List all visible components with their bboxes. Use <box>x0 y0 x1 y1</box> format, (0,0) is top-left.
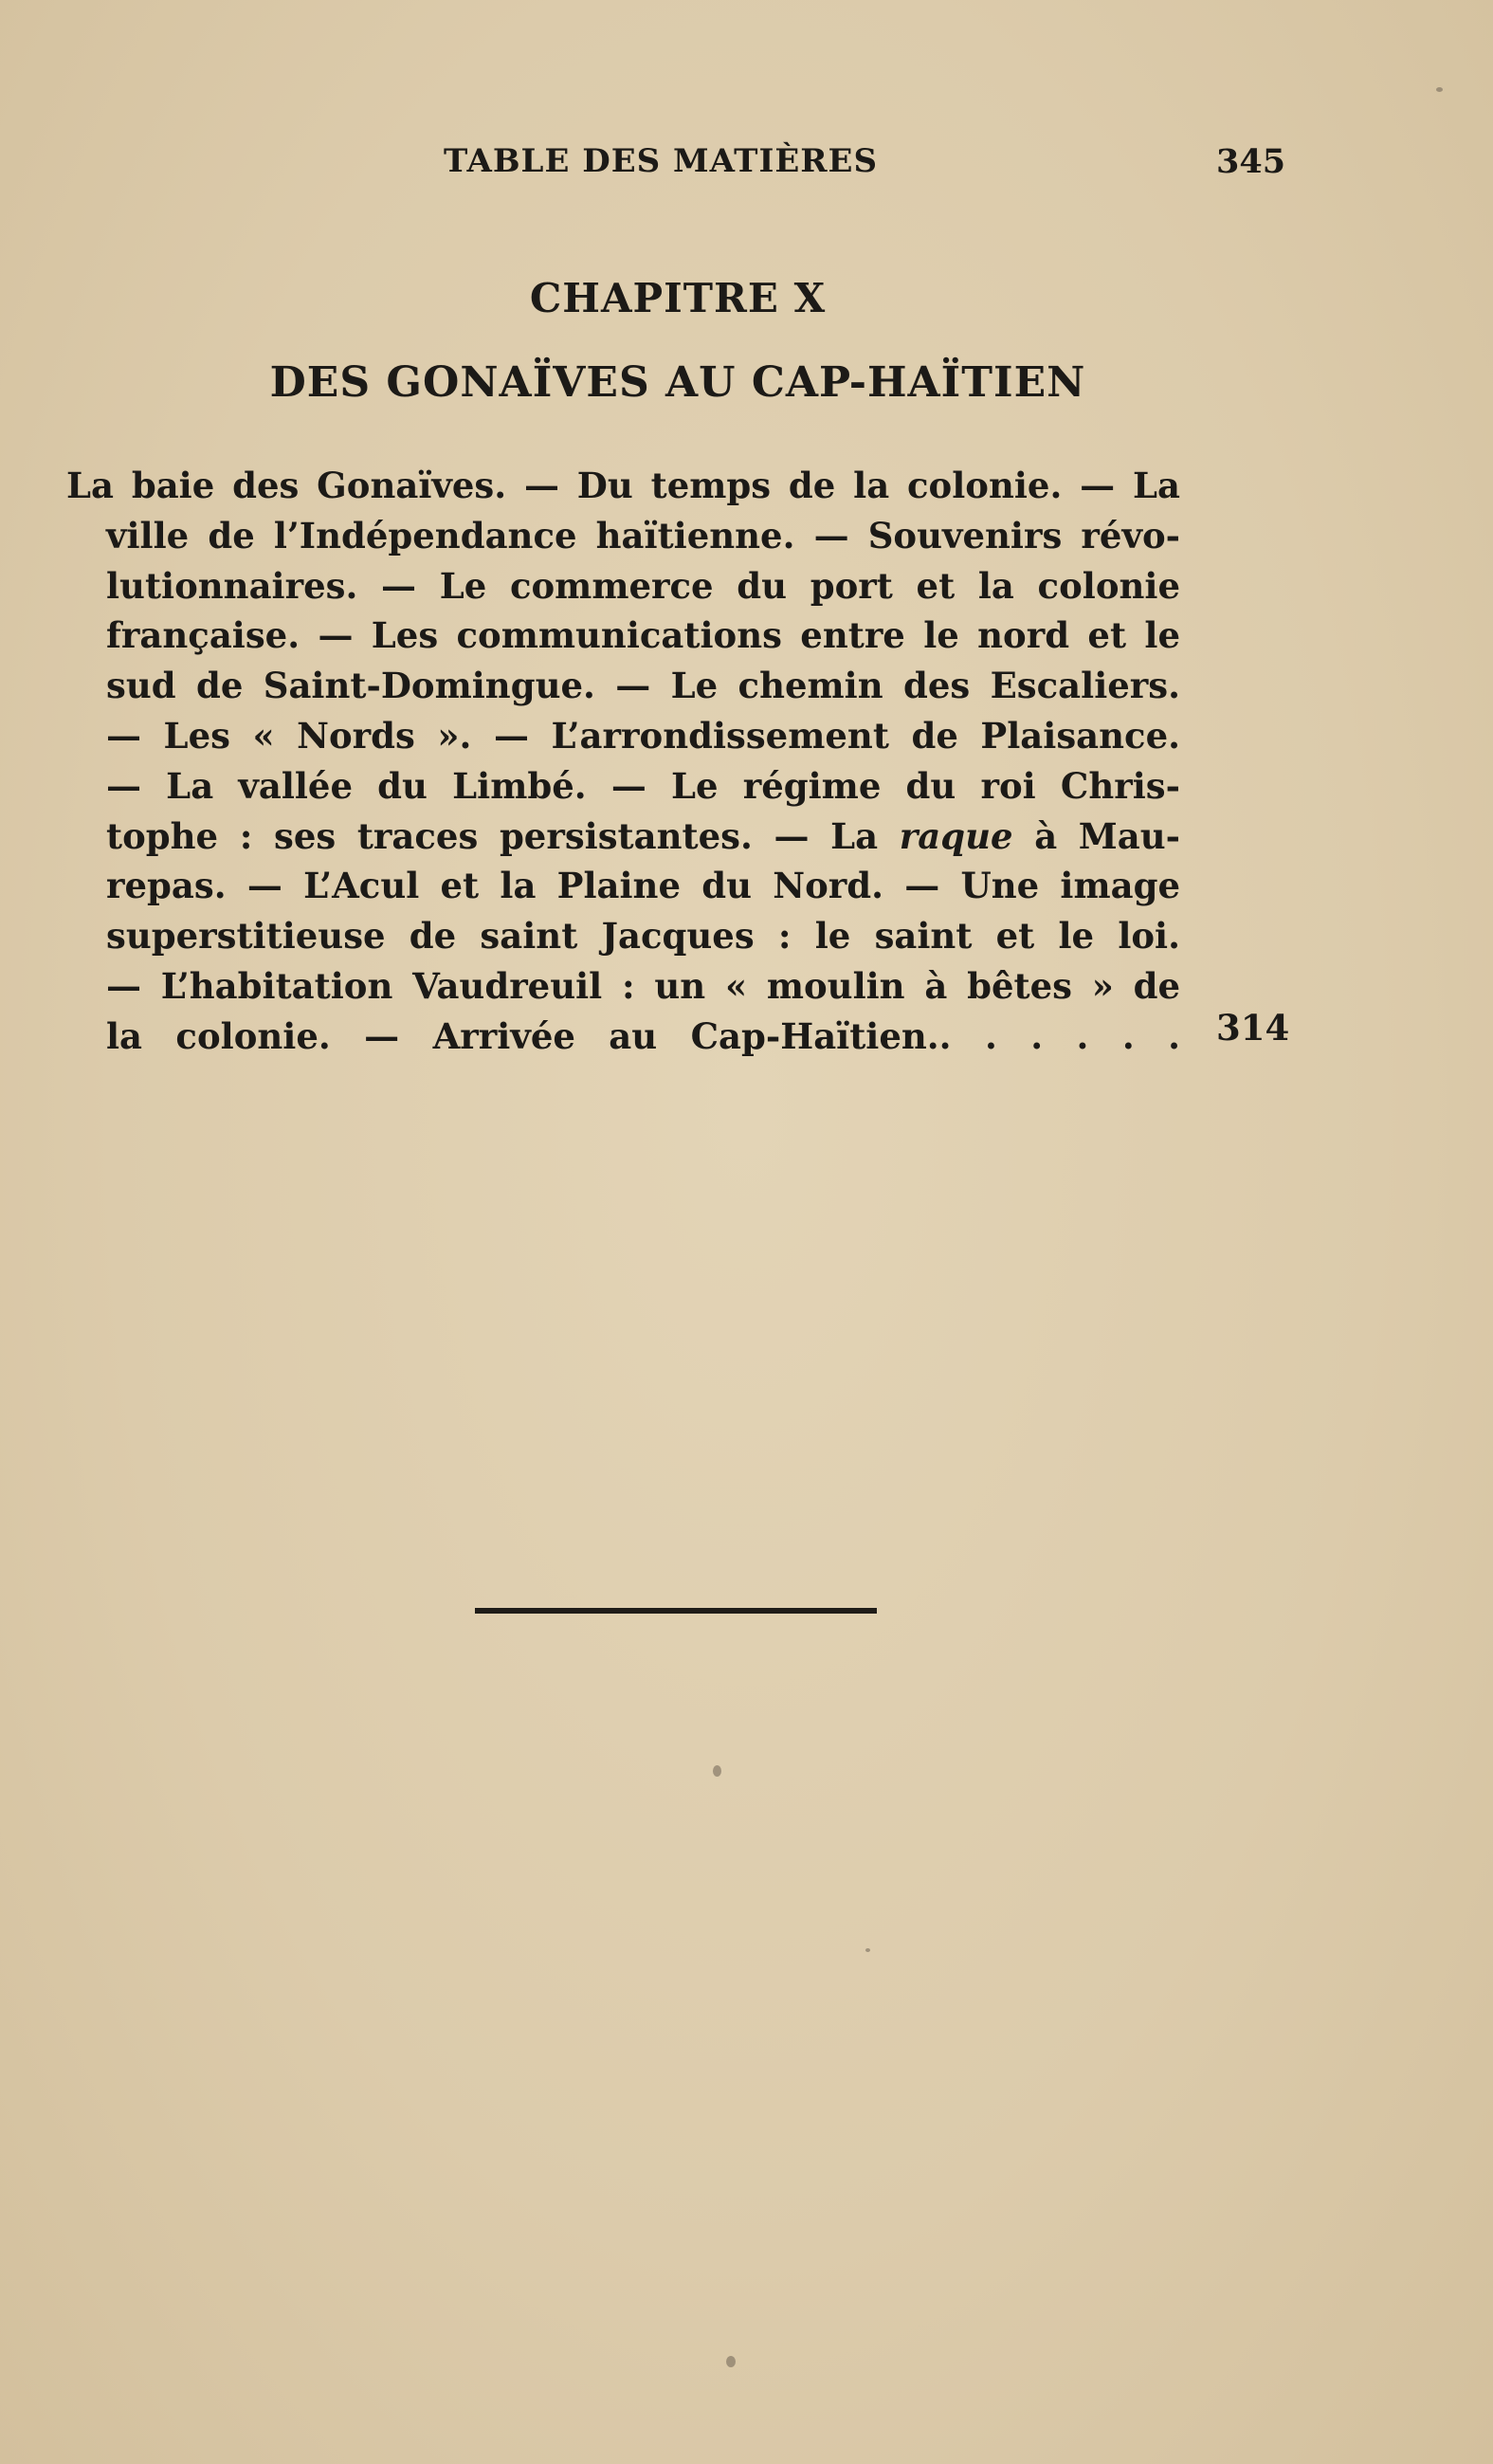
summary-line: La baie des Gonaïves. — Du temps de la colonie. — La <box>66 465 1180 506</box>
page-number: 345 <box>1216 142 1286 181</box>
summary-line: lutionnaires. — Le commerce du port et la colonie <box>106 564 1180 607</box>
end-rule <box>475 1608 877 1614</box>
summary-line <box>66 812 1180 862</box>
toc-page-reference: 314 <box>1216 1007 1290 1049</box>
summary-line: — La vallée du Limbé. — Le régime du roi Chris- <box>106 764 1180 807</box>
summary-line-end: à Mau- <box>1034 814 1181 857</box>
paper-speck <box>865 1948 870 1952</box>
paper-speck <box>1436 87 1443 92</box>
paper-speck <box>713 1765 721 1777</box>
summary-line: française. — Les communications entre le nord et le <box>106 614 1180 657</box>
summary-line-start: tophe : ses traces persistantes. — La <box>106 814 879 857</box>
chapter-label: CHAPITRE X <box>529 275 827 321</box>
chapter-title: DES GONAÏVES AU CAP-HAÏTIEN <box>269 358 1086 407</box>
paper-speck <box>726 2356 736 2367</box>
summary-line: — L’habitation Vaudreuil : un « moulin à bêtes » de <box>106 964 1180 1007</box>
summary-line: la colonie. — Arrivée au Cap-Haïtien.. . . . . . <box>106 1014 1180 1057</box>
summary-line: superstitieuse de saint Jacques : le saint et le loi. <box>106 915 1180 958</box>
summary-line: — Les « Nords ». — L’arrondissement de Plaisance. <box>106 714 1180 757</box>
chapter-summary <box>66 461 1180 1062</box>
summary-line: sud de Saint-Domingue. — Le chemin des Escaliers. <box>106 665 1180 707</box>
running-title: TABLE DES MATIÈRES <box>444 142 879 180</box>
summary-italic-word: raque <box>899 814 1013 857</box>
summary-line: repas. — L’Acul et la Plaine du Nord. — Une image <box>106 865 1180 907</box>
summary-line: ville de l’Indépendance haïtienne. — Souvenirs révo- <box>106 514 1180 557</box>
